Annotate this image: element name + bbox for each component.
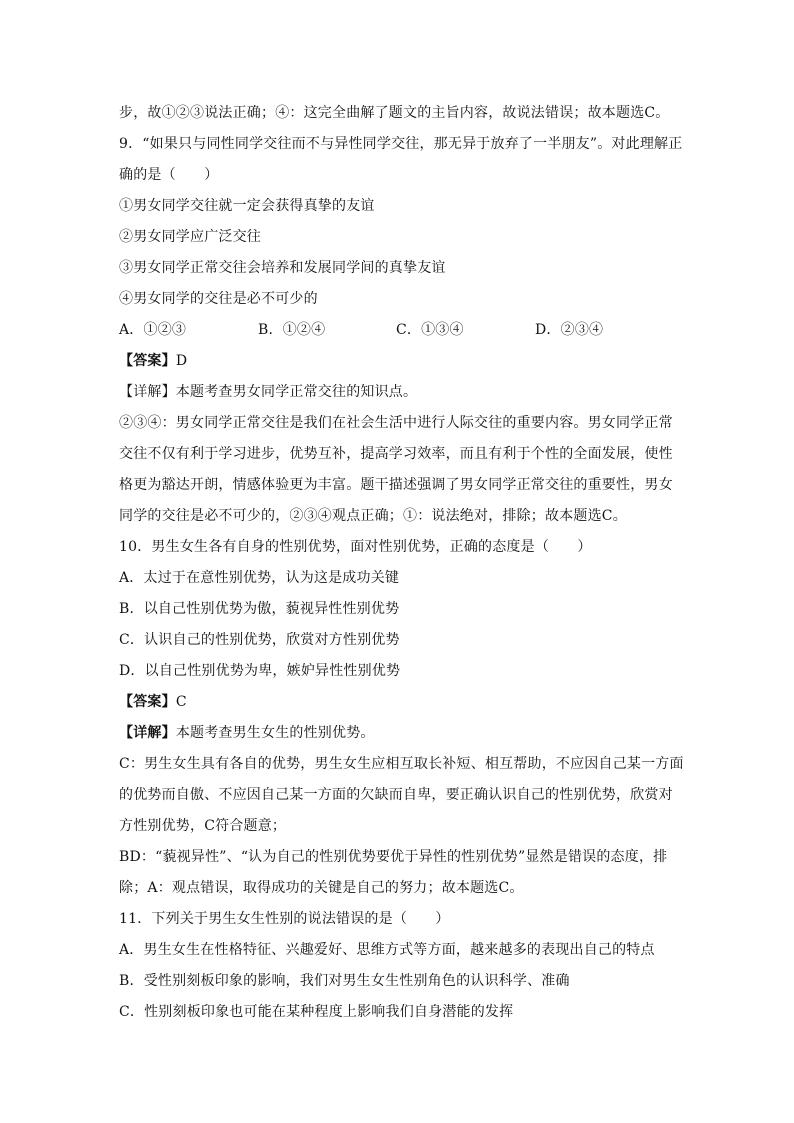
option-a: A．男生女生在性格特征、兴趣爱好、思维方式等方面，越来越多的表现出自己的特点 bbox=[119, 942, 655, 958]
answer-9 bbox=[119, 351, 699, 371]
detail-9-text: 交往不仅有利于学习进步，优势互补，提高学习效率，而且有利于个性的全面发展，使性 bbox=[119, 446, 673, 462]
answer-value: C bbox=[175, 694, 187, 710]
answer-label: 【答案】 bbox=[119, 353, 176, 369]
detail-10-text: BD：“藐视异性”、“认为自己的性别优势要优于异性的性别优势”显然是错误的态度，排 bbox=[119, 849, 668, 865]
detail-10-text: 的优势而自傲、不应因自己某一方面的欠缺而自卑，要正确认识自己的性别优势，欣赏对 bbox=[119, 787, 673, 803]
detail-9-text: 格更为豁达开朗，情感体验更为丰富。题干描述强调了男女同学正常交往的重要性，男女 bbox=[119, 477, 673, 493]
answer-10 bbox=[119, 692, 699, 712]
statement-1: ①男女同学交往就一定会获得真挚的友谊 bbox=[119, 198, 375, 214]
statement-3: ③男女同学正常交往会培养和发展同学间的真挚友谊 bbox=[119, 260, 446, 276]
option-b: B．①②④ bbox=[258, 322, 326, 338]
detail-10-text: C：男生女生具有各自的优势，男生女生应相互取长补短、相互帮助，不应因自己某一方面 bbox=[119, 756, 684, 772]
text-line: 步，故①②③说法正确；④：这完全曲解了题文的主旨内容，故说法错误；故本题选C。 bbox=[119, 105, 670, 121]
statement-2: ②男女同学应广泛交往 bbox=[119, 229, 261, 245]
answer-value: D bbox=[175, 353, 188, 369]
question-9-stem-continued: 确的是（ ） bbox=[119, 167, 219, 183]
answer-label: 【答案】 bbox=[119, 694, 176, 710]
question-11-stem: 11．下列关于男生女生性别的说法错误的是（ ） bbox=[119, 911, 450, 927]
detail-10-text: 方性别优势，C符合题意； bbox=[119, 818, 287, 834]
option-c: C．性别刻板印象也可能在某种程度上影响我们自身潜能的发挥 bbox=[119, 1004, 514, 1020]
option-d: D．以自己性别优势为卑，嫉妒异性性别优势 bbox=[119, 663, 401, 679]
statement-4: ④男女同学的交往是必不可少的 bbox=[119, 291, 318, 307]
option-b: B．受性别刻板印象的影响，我们对男生女生性别角色的认识科学、准确 bbox=[119, 973, 570, 989]
option-b: B．以自己性别优势为傲，藐视异性性别优势 bbox=[119, 601, 400, 617]
option-c: C．①③④ bbox=[396, 322, 464, 338]
detail-10-text: 除；A：观点错误，取得成功的关键是自己的努力；故本题选C。 bbox=[119, 880, 524, 896]
detail-label: 【详解】 bbox=[119, 725, 176, 741]
detail-9-text: 同学的交往是必不可少的，②③④观点正确；①：说法绝对，排除；故本题选C。 bbox=[119, 508, 627, 524]
option-a: A．太过于在意性别优势，认为这是成功关键 bbox=[119, 570, 400, 586]
detail-9-text: ②③④：男女同学正常交往是我们在社会生活中进行人际交往的重要内容。男女同学正常 bbox=[119, 415, 673, 431]
option-a: A．①②③ bbox=[119, 322, 187, 338]
option-c: C．认识自己的性别优势，欣赏对方性别优势 bbox=[119, 632, 400, 648]
question-10-stem: 10．男生女生各有自身的性别优势，面对性别优势，正确的态度是（ ） bbox=[119, 539, 592, 555]
detail-text: 本题考查男生女生的性别优势。 bbox=[175, 725, 375, 741]
detail-9-intro: 【详解】本题考查男女同学正常交往的知识点。 bbox=[119, 384, 418, 400]
option-d: D．②③④ bbox=[535, 322, 604, 338]
question-9-stem: 9．“如果只与同性同学交往而不与异性同学交往，那无异于放弃了一半朋友”。对此理解正 bbox=[119, 136, 683, 152]
detail-10-intro bbox=[119, 723, 699, 743]
